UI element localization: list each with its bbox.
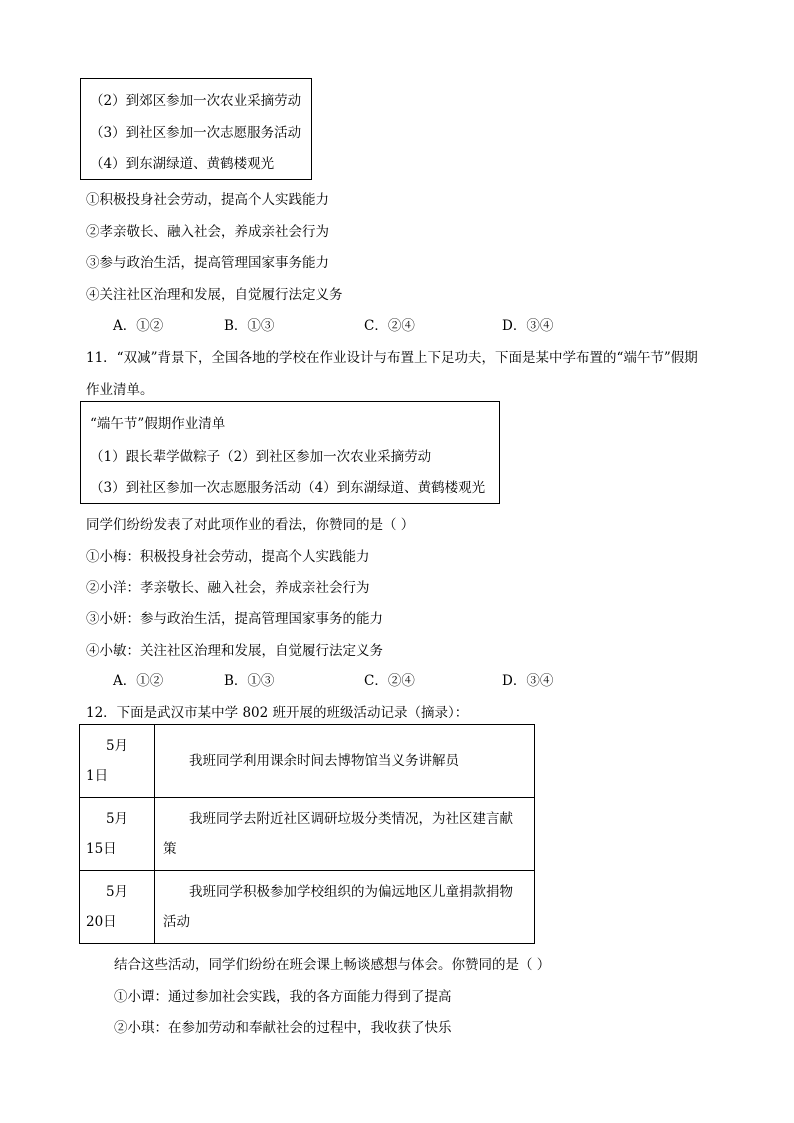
date-cell — [80, 871, 155, 944]
q11-box-line: （1）跟长辈学做粽子（2）到社区参加一次农业采摘劳动 — [90, 449, 432, 465]
content-text: 我班同学去附近社区调研垃圾分类情况，为社区建言献 — [189, 811, 513, 827]
q11-homework-box — [80, 401, 500, 504]
q10-statement-1: ①积极投身社会劳动，提高个人实践能力 — [86, 192, 329, 208]
q10-option-b[interactable]: B．①③ — [224, 318, 275, 334]
q10-statement-2: ②孝亲敬长、融入社会，养成亲社会行为 — [86, 224, 329, 240]
content-text-cont: 活动 — [163, 914, 190, 930]
q12-stem: 12．下面是武汉市某中学 802 班开展的班级活动记录（摘录）： — [86, 705, 469, 721]
q11-question: 同学们纷纷发表了对此项作业的看法，你赞同的是（ ） — [86, 517, 415, 533]
q11-stem-line1: 11．“双减”背景下，全国各地的学校在作业设计与布置上下足功夫，下面是某中学布置的“端午节”假期 — [86, 350, 698, 366]
q11-statement-4: ④小敏：关注社区治理和发展，自觉履行法定义务 — [86, 643, 383, 659]
q10-box-item: （3）到社区参加一次志愿服务活动 — [90, 125, 302, 141]
table-row — [80, 871, 535, 944]
q12-question: 结合这些活动，同学们纷纷在班会课上畅谈感想与体会。你赞同的是（ ） — [114, 957, 551, 973]
date-cell — [80, 725, 155, 798]
q12-activity-table — [79, 724, 535, 944]
q12-statement-1: ①小谭：通过参加社会实践，我的各方面能力得到了提高 — [114, 989, 452, 1005]
q11-box-line: （3）到社区参加一次志愿服务活动（4）到东湖绿道、黄鹤楼观光 — [90, 480, 486, 496]
date-month: 5月 — [105, 738, 129, 754]
q11-option-c[interactable]: C．②④ — [364, 673, 415, 689]
q10-statement-3: ③参与政治生活，提高管理国家事务能力 — [86, 255, 329, 271]
q11-statement-3: ③小妍：参与政治生活，提高管理国家事务的能力 — [86, 611, 383, 627]
q11-statement-2: ②小洋：孝亲敬长、融入社会，养成亲社会行为 — [86, 580, 370, 596]
q10-statement-4: ④关注社区治理和发展，自觉履行法定义务 — [86, 287, 343, 303]
content-text: 我班同学积极参加学校组织的为偏远地区儿童捐款捐物 — [189, 884, 513, 900]
q11-box-title: “端午节”假期作业清单 — [90, 416, 226, 432]
content-text-cont: 策 — [163, 841, 177, 857]
q11-stem-line2: 作业清单。 — [86, 382, 154, 398]
date-cell — [80, 798, 155, 871]
q10-option-c[interactable]: C．②④ — [364, 318, 415, 334]
q10-option-a[interactable]: A．①② — [113, 318, 164, 334]
table-row — [80, 798, 535, 871]
table-row — [80, 725, 535, 798]
q10-option-d[interactable]: D．③④ — [502, 318, 554, 334]
q11-option-d[interactable]: D．③④ — [502, 673, 554, 689]
date-day: 15日 — [86, 841, 117, 857]
q10-box-item: （4）到东湖绿道、黄鹤楼观光 — [90, 156, 275, 172]
q11-statement-1: ①小梅：积极投身社会劳动，提高个人实践能力 — [86, 549, 370, 565]
q12-statement-2: ②小琪：在参加劳动和奉献社会的过程中，我收获了快乐 — [114, 1020, 452, 1036]
date-day: 20日 — [86, 914, 117, 930]
date-month: 5月 — [105, 811, 129, 827]
content-cell — [155, 798, 535, 871]
date-day: 1日 — [86, 768, 109, 784]
q11-option-b[interactable]: B．①③ — [224, 673, 275, 689]
content-text: 我班同学利用课余时间去博物馆当义务讲解员 — [189, 753, 459, 769]
q11-option-a[interactable]: A．①② — [113, 673, 164, 689]
q10-box-item: （2）到郊区参加一次农业采摘劳动 — [90, 93, 302, 109]
date-month: 5月 — [105, 884, 129, 900]
content-cell — [155, 871, 535, 944]
content-cell — [155, 725, 535, 798]
q10-activity-box — [80, 78, 312, 180]
